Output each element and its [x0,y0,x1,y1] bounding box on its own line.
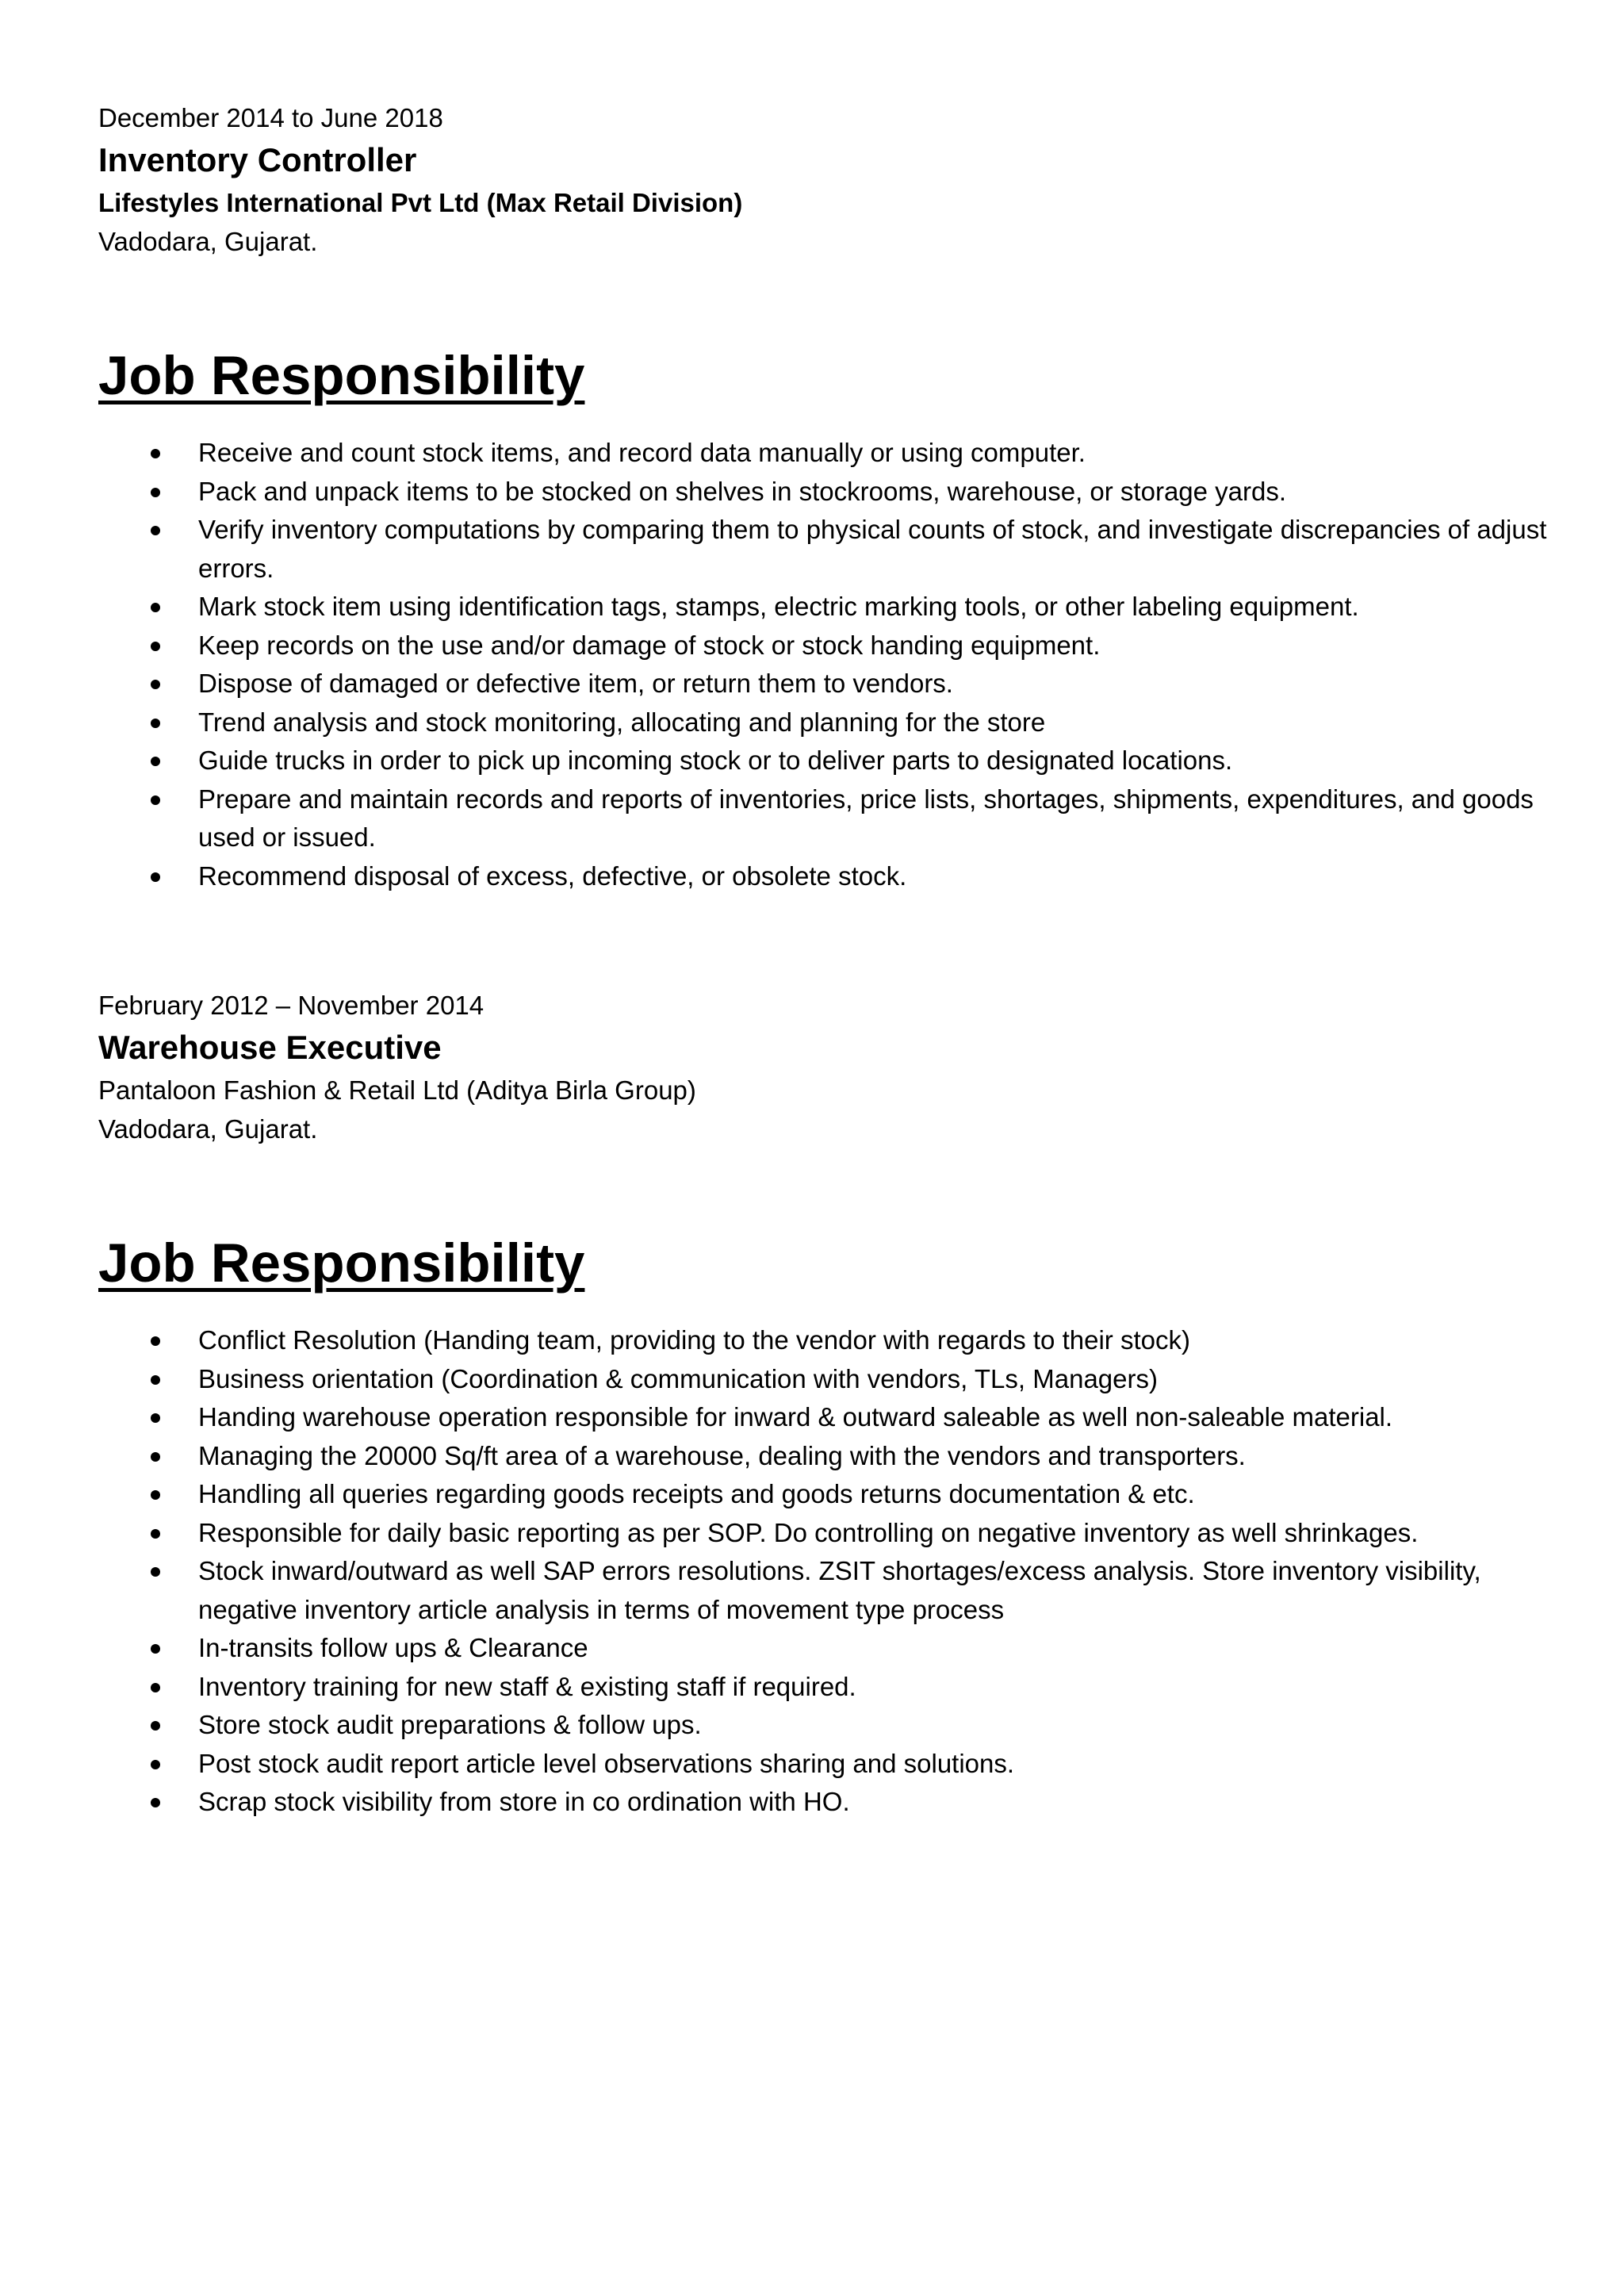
list-item [98,1398,1549,1437]
job-location: Vadodara, Gujarat. [98,1114,318,1144]
bullet-icon [151,1452,160,1462]
job-header-2 [98,986,1549,1148]
list-item-text: Stock inward/outward as well SAP errors resolutions. ZSIT shortages/excess analysis. Store inventory visibility, negative inventory article analysis in terms of movement type process [198,1556,1481,1624]
list-item-text: In-transits follow ups & Clearance [198,1633,588,1662]
list-item-text: Managing the 20000 Sq/ft area of a warehouse, dealing with the vendors and transporters. [198,1440,1246,1470]
list-item [98,742,1549,780]
list-item [98,434,1549,473]
responsibility-list-1 [98,434,1549,895]
bullet-icon [151,1490,160,1500]
bullet-icon [151,795,160,805]
bullet-icon [151,680,160,689]
job-title: Inventory Controller [98,141,417,178]
list-item [98,857,1549,896]
list-item [98,1745,1549,1784]
job-dates: December 2014 to June 2018 [98,103,443,132]
bullet-icon [151,872,160,882]
section-heading: Job Responsibility [98,1232,585,1294]
job-title: Warehouse Executive [98,1029,442,1066]
bullet-icon [151,1413,160,1423]
list-item-text: Recommend disposal of excess, defective, or obsolete stock. [198,861,907,891]
section-heading: Job Responsibility [98,345,585,406]
list-item-text: Handling all queries regarding goods receipts and goods returns documentation & etc. [198,1479,1195,1508]
list-item [98,1437,1549,1476]
list-item-text: Receive and count stock items, and record data manually or using computer. [198,438,1086,467]
bullet-icon [151,1336,160,1346]
list-item [98,1629,1549,1668]
responsibility-list-2 [98,1321,1549,1822]
bullet-icon [151,488,160,497]
list-item [98,1706,1549,1745]
list-item-text: Scrap stock visibility from store in co ordination with HO. [198,1787,850,1816]
bullet-icon [151,1721,160,1731]
list-item [98,1668,1549,1707]
bullet-icon [151,1760,160,1769]
list-item-text: Verify inventory computations by comparing them to physical counts of stock, and investigate discrepancies of adjust errors. [198,515,1547,583]
list-item [98,1360,1549,1399]
list-item-text: Prepare and maintain records and reports of inventories, price lists, shortages, shipments, expenditures, and goods used or issued. [198,784,1534,852]
list-item [98,1514,1549,1553]
list-item-text: Business orientation (Coordination & communication with vendors, TLs, Managers) [198,1363,1158,1393]
list-item-text: Store stock audit preparations & follow ups. [198,1710,702,1739]
job-dates: February 2012 – November 2014 [98,991,485,1020]
list-item-text: Trend analysis and stock monitoring, allocating and planning for the store [198,707,1046,737]
job-header-1 [98,98,1549,261]
list-item [98,703,1549,742]
bullet-icon [151,603,160,612]
list-item [98,1552,1549,1629]
bullet-icon [151,1375,160,1385]
bullet-icon [151,757,160,766]
list-item [98,1475,1549,1514]
list-item [98,1783,1549,1822]
bullet-icon [151,1644,160,1654]
list-item-text: Mark stock item using identification tags, stamps, electric marking tools, or other labeling equipment. [198,592,1359,621]
job-location: Vadodara, Gujarat. [98,227,318,256]
list-item [98,780,1549,857]
list-item-text: Dispose of damaged or defective item, or return them to vendors. [198,669,953,698]
bullet-icon [151,1798,160,1807]
bullet-icon [151,526,160,535]
bullet-icon [151,1529,160,1539]
list-item-text: Responsible for daily basic reporting as per SOP. Do controlling on negative inventory as well shrinkages. [198,1517,1419,1547]
list-item [98,627,1549,665]
list-item-text: Keep records on the use and/or damage of stock or stock handing equipment. [198,630,1101,660]
company-name: Lifestyles International Pvt Ltd (Max Retail Division) [98,188,743,217]
list-item-text: Inventory training for new staff & existing staff if required. [198,1671,856,1701]
list-item-text: Handing warehouse operation responsible for inward & outward saleable as well non-saleable material. [198,1402,1393,1432]
company-name: Pantaloon Fashion & Retail Ltd (Aditya Birla Group) [98,1075,696,1105]
list-item [98,511,1549,588]
list-item [98,473,1549,512]
bullet-icon [151,719,160,728]
list-item-text: Post stock audit report article level observations sharing and solutions. [198,1748,1015,1778]
bullet-icon [151,1567,160,1577]
bullet-icon [151,1683,160,1692]
bullet-icon [151,642,160,651]
list-item [98,588,1549,627]
list-item-text: Conflict Resolution (Handing team, providing to the vendor with regards to their stock) [198,1325,1190,1355]
bullet-icon [151,449,160,458]
list-item-text: Pack and unpack items to be stocked on shelves in stockrooms, warehouse, or storage yards. [198,476,1287,506]
list-item [98,665,1549,703]
list-item-text: Guide trucks in order to pick up incoming stock or to deliver parts to designated locations. [198,746,1233,775]
list-item [98,1321,1549,1360]
